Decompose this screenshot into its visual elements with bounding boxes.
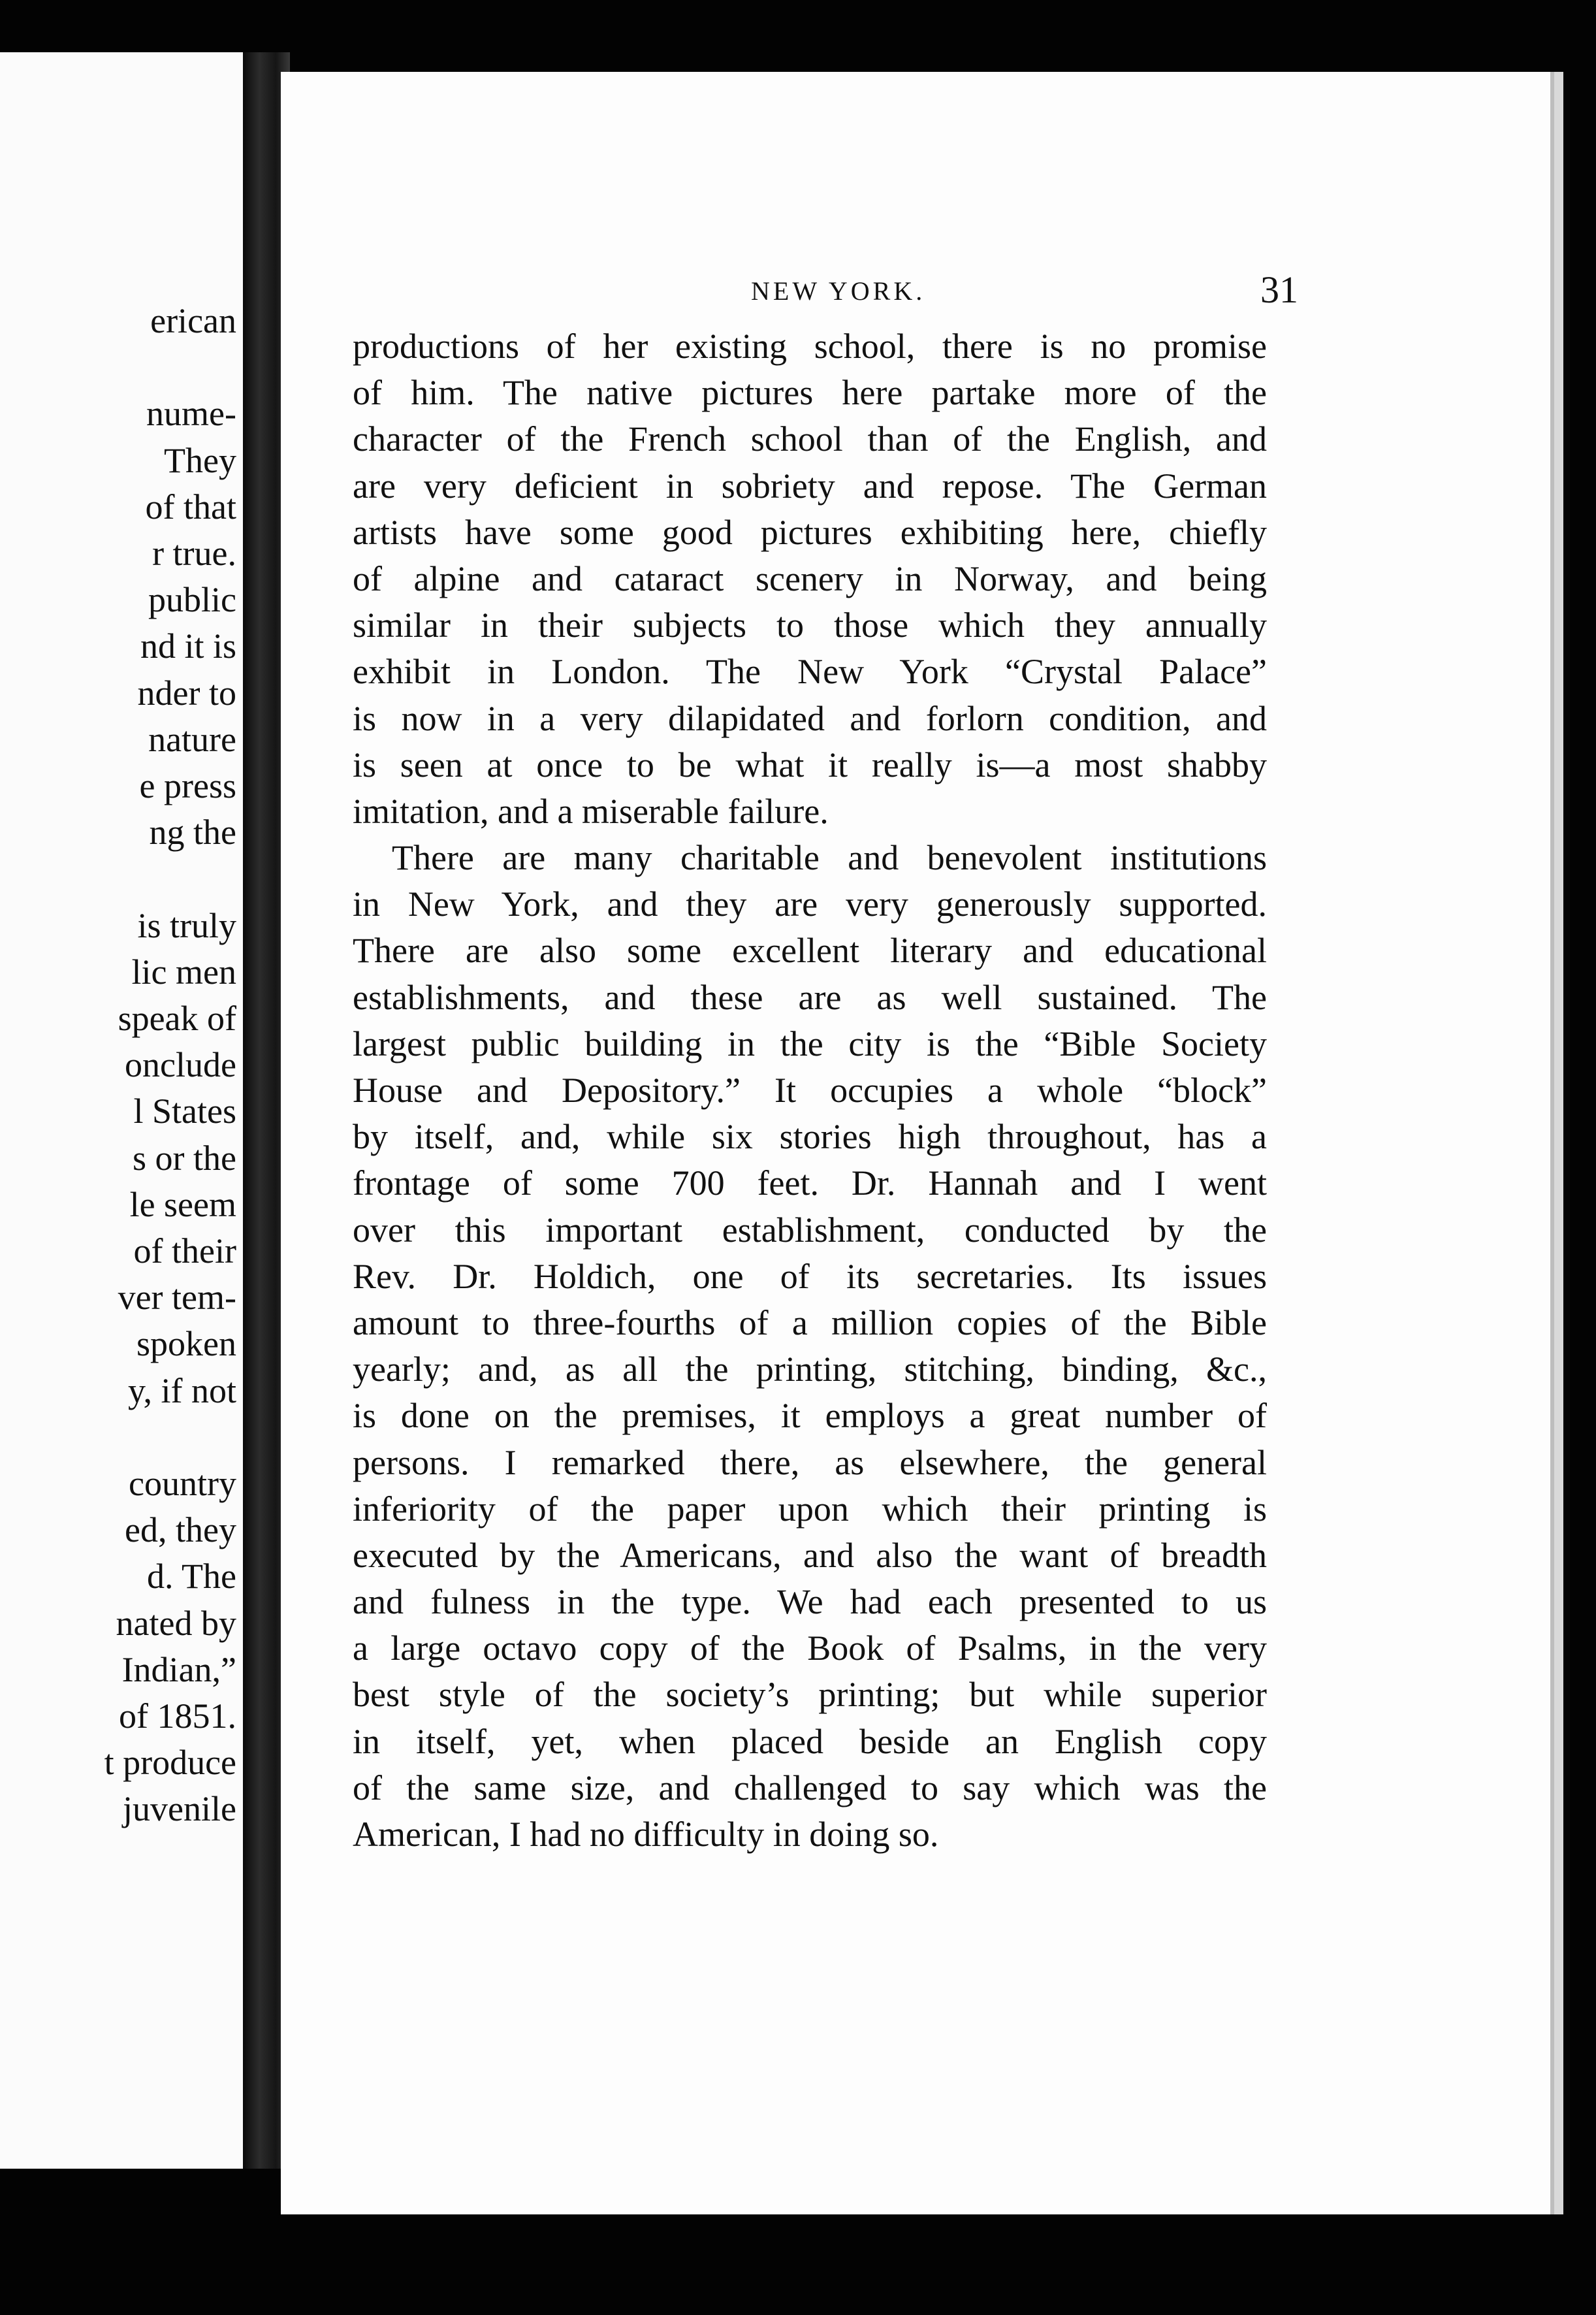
left-page-fragment: erican <box>150 301 236 340</box>
text-line: and fulness in the type. We had each presented to us <box>353 1582 1267 1622</box>
left-page-fragment: t produce <box>104 1743 236 1783</box>
text-line: establishments, and these are as well sustained. The <box>353 977 1267 1017</box>
left-page-fragment: speak of <box>118 999 236 1038</box>
left-page-fragment: nature <box>148 719 236 759</box>
text-line: artists have some good pictures exhibiting here, chiefly <box>353 512 1267 552</box>
text-line: Rev. Dr. Holdich, one of its secretaries. Its issues <box>353 1256 1267 1296</box>
left-page-fragment: d. The <box>147 1557 236 1596</box>
left-page-fragment: Indian,” <box>121 1649 236 1689</box>
text-line: by itself, and, while six stories high throughout, has a <box>353 1117 1267 1157</box>
left-page-fragment: country <box>129 1464 236 1503</box>
left-page-fragment: spoken <box>136 1324 236 1364</box>
left-page-fragment: nder to <box>137 673 236 713</box>
text-line: in itself, yet, when placed beside an English copy <box>353 1721 1267 1761</box>
text-line: House and Depository.” It occupies a whole “block” <box>353 1071 1267 1110</box>
text-line: similar in their subjects to those which they annually <box>353 606 1267 645</box>
text-line: of him. The native pictures here partake more of the <box>353 373 1267 413</box>
left-page-fragment: r true. <box>152 534 236 573</box>
left-page-fragment: of that <box>145 487 236 526</box>
text-line: There are also some excellent literary and educational <box>353 931 1267 971</box>
left-page-fragment: nd it is <box>140 626 236 666</box>
text-line: persons. I remarked there, as elsewhere, the general <box>353 1442 1267 1482</box>
left-page-fragment: le seem <box>129 1184 236 1224</box>
text-line: yearly; and, as all the printing, stitching, binding, &c., <box>353 1350 1267 1389</box>
current-page <box>281 72 1563 2214</box>
text-line: is now in a very dilapidated and forlorn condition, and <box>353 698 1267 738</box>
left-page-fragment: s or the <box>133 1138 236 1178</box>
left-page-fragment: They <box>164 440 236 480</box>
left-page-fragment: of their <box>133 1231 236 1271</box>
left-page-fragment: of 1851. <box>119 1696 236 1736</box>
text-line: There are many charitable and benevolent institutions <box>392 838 1267 878</box>
text-line: of the same size, and challenged to say which was the <box>353 1768 1267 1807</box>
left-page-fragment: public <box>148 580 236 620</box>
text-line: amount to three-fourths of a million copies of the Bible <box>353 1303 1267 1342</box>
left-page-fragment: ng the <box>149 813 236 852</box>
left-page-fragment: onclude <box>125 1045 236 1085</box>
text-line: productions of her existing school, there is no promise <box>353 327 1267 366</box>
text-line: over this important establishment, conducted by the <box>353 1210 1267 1250</box>
previous-page-edge <box>0 52 247 2169</box>
left-page-fragment: e press <box>139 766 236 805</box>
text-line: imitation, and a miserable failure. <box>353 791 829 831</box>
text-line: character of the French school than of the English, and <box>353 419 1267 459</box>
left-page-fragment: lic men <box>131 952 236 992</box>
left-page-fragment: ver tem- <box>118 1278 236 1318</box>
text-line: American, I had no difficulty in doing so. <box>353 1815 939 1854</box>
text-line: are very deficient in sobriety and repose. The German <box>353 466 1267 506</box>
text-line: is done on the premises, it employs a great number of <box>353 1396 1267 1436</box>
body-text <box>353 323 1267 1858</box>
text-line: frontage of some 700 feet. Dr. Hannah and I went <box>353 1163 1267 1203</box>
text-line: largest public building in the city is the “Bible Society <box>353 1024 1267 1063</box>
text-line: best style of the society’s printing; but while superior <box>353 1675 1267 1715</box>
text-line: a large octavo copy of the Book of Psalms, in the very <box>353 1628 1267 1668</box>
left-page-fragment: nume- <box>146 394 236 434</box>
running-head: NEW YORK. <box>751 276 926 306</box>
left-page-fragment: juvenile <box>123 1789 236 1829</box>
left-page-fragment: ed, they <box>125 1510 236 1550</box>
text-line: inferiority of the paper upon which their printing is <box>353 1489 1267 1529</box>
text-line: in New York, and they are very generously supported. <box>353 884 1267 924</box>
text-line: is seen at once to be what it really is—a most shabby <box>353 745 1267 785</box>
text-line: of alpine and cataract scenery in Norway, and being <box>353 559 1267 598</box>
text-line: executed by the Americans, and also the want of breadth <box>353 1535 1267 1575</box>
left-page-fragment: y, if not <box>128 1370 236 1410</box>
left-page-fragment: l States <box>133 1092 236 1131</box>
left-page-fragment: nated by <box>116 1603 236 1643</box>
page-number: 31 <box>1260 268 1298 311</box>
left-page-fragment: is truly <box>137 905 236 945</box>
text-line: exhibit in London. The New York “Crystal Palace” <box>353 652 1267 692</box>
